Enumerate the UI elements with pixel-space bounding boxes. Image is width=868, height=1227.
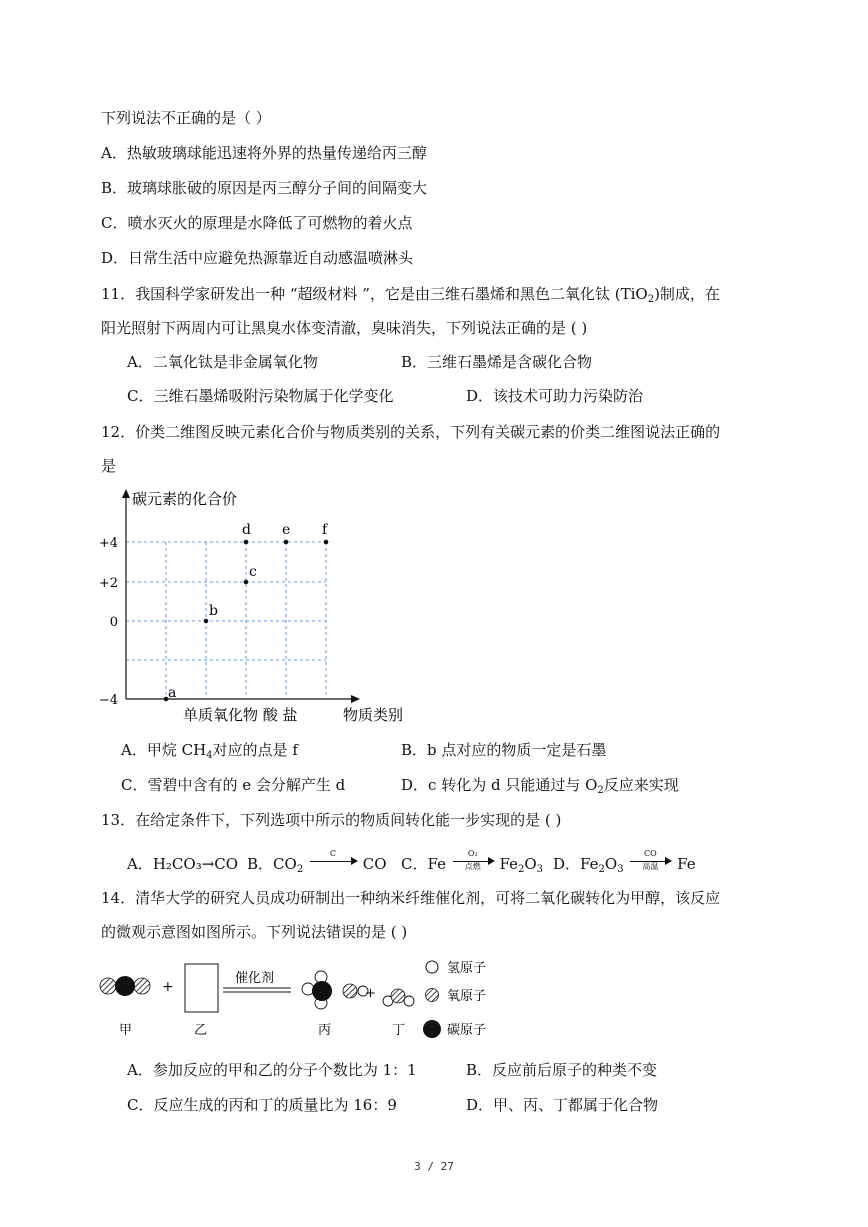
q11-option-c: C．三维石墨烯吸附污染物属于化学变化 (127, 387, 394, 405)
y-axis-label: 碳元素的化合价 (132, 490, 238, 508)
catalyst-label: 催化剂 (235, 971, 275, 986)
reaction-arrow-icon (453, 849, 493, 871)
q14-option-c: C．反应生成的丙和丁的质量比为 16：9 (127, 1096, 397, 1114)
carbon-atom-icon (423, 1020, 441, 1038)
q13-d-o: O (604, 855, 618, 873)
q12-a-pre: A．甲烷 CH (121, 741, 207, 759)
q10-option-a: A．热敏玻璃球能迅速将外界的热量传递给丙三醇 (101, 144, 427, 162)
q12-d-sub: 2 (597, 785, 604, 796)
q13-d-post: Fe (677, 855, 696, 873)
reaction-arrow-icon (630, 849, 670, 871)
data-point-e (284, 540, 289, 545)
q13-d-sub1: 2 (598, 864, 605, 875)
y-tick-label: −4 (98, 693, 118, 708)
q13-c-condition-top: O₂ (467, 849, 478, 858)
q13-c-condition-bottom: 点燃 (464, 862, 481, 871)
hydrogen-atom-icon (426, 961, 438, 973)
q13-b-condition: C (329, 849, 337, 858)
legend-hydrogen: 氢原子 (447, 961, 487, 976)
q10-option-d: D．日常生活中应避免热源靠近自动感温喷淋头 (101, 249, 414, 267)
q10-stem: 下列说法不正确的是（ ） (101, 109, 271, 127)
plus-sign-2: + (365, 986, 376, 1001)
q13-b-post: CO (362, 855, 387, 873)
q13-option-d (553, 849, 696, 880)
q13-c-post: Fe (499, 855, 518, 873)
q13-c-sub2: 3 (536, 864, 544, 875)
q10-option-b: B．玻璃球胀破的原因是丙三醇分子间的间隔变大 (101, 179, 428, 197)
data-label-b: b (209, 603, 218, 619)
label-yi: 乙 (194, 1023, 208, 1038)
q12-a-sub: 4 (206, 750, 213, 761)
x-axis-label: 物质类别 (343, 706, 404, 724)
y-axis-arrow-icon (122, 489, 130, 498)
q11-option-a: A．二氧化钛是非金属氧化物 (127, 353, 318, 371)
q12-option-b: B．b 点对应的物质一定是石墨 (401, 741, 607, 759)
q13-d-condition-bottom: 高温 (642, 862, 659, 871)
legend-carbon: 碳原子 (447, 1023, 487, 1038)
q12-stem-line2: 是 (101, 457, 117, 475)
q13-b-sub: 2 (296, 864, 304, 875)
data-point-d (244, 540, 249, 545)
data-label-e: e (282, 522, 291, 538)
q13-stem: 13．在给定条件下，下列选项中所示的物质间转化能一步实现的是 ( ) (101, 811, 562, 829)
q12-option-c: C．雪碧中含有的 e 会分解产生 d (121, 776, 346, 794)
plus-sign-1: + (162, 979, 174, 995)
water-molecule-icon (383, 989, 414, 1006)
label-jia: 甲 (119, 1023, 133, 1038)
q12-a-post: 对应的点是 f (212, 741, 298, 759)
q12-d-post: 反应来实现 (603, 776, 679, 794)
q13-d-pre: D．Fe (553, 855, 599, 873)
q14-stem-line2: 的微观示意图如图所示。下列说法错误的是 ( ) (101, 923, 408, 941)
q13-c-sub1: 2 (517, 864, 525, 875)
q13-c-o: O (524, 855, 537, 873)
x-axis-categories: 单质氧化物 酸 盐 (183, 706, 298, 724)
data-label-f: f (322, 522, 328, 538)
q11-stem-line1 (101, 284, 720, 310)
q14-option-d: D．甲、丙、丁都属于化合物 (466, 1096, 659, 1114)
q11-option-b: B．三维石墨烯是含碳化合物 (401, 353, 593, 371)
q13-option-a: A．H₂CO₃→CO (127, 855, 239, 873)
q14-option-b: B．反应前后原子的种类不变 (466, 1061, 658, 1079)
valence-class-chart (95, 484, 425, 729)
y-tick-label: 0 (109, 615, 118, 630)
q14-stem-line1: 14．清华大学的研究人员成功研制出一种纳米纤维催化剂，可将二氧化碳转化为甲醇，该反应 (101, 889, 721, 907)
data-label-a: a (168, 685, 177, 701)
q11-stem-part2: )制成，在 (654, 285, 720, 303)
data-point-c (244, 580, 249, 585)
oxygen-atom-icon (426, 989, 439, 1002)
q11-stem-line2: 阳光照射下两周内可让黑臭水体变清澈，臭味消失，下列说法正确的是 ( ) (101, 319, 588, 337)
co2-molecule-icon (100, 976, 150, 996)
label-bing: 丙 (318, 1023, 332, 1038)
q10-option-c: C．喷水灭火的原理是水降低了可燃物的着火点 (101, 214, 413, 232)
q13-d-sub2: 3 (617, 864, 624, 875)
q13-b-pre: B．CO (247, 855, 297, 873)
q13-c-pre: C．Fe (401, 855, 446, 873)
q13-option-c (401, 849, 544, 880)
q12-option-d (401, 775, 679, 801)
q14-option-a: A．参加反应的甲和乙的分子个数比为 1：1 (127, 1061, 417, 1079)
label-ding: 丁 (392, 1023, 406, 1038)
reaction-micro-diagram (95, 953, 515, 1053)
y-tick-label: +4 (98, 536, 118, 551)
q11-stem-sub: 2 (647, 294, 655, 305)
q13-option-b (247, 849, 387, 880)
unknown-molecule-box (185, 964, 218, 1012)
page-number: 3 / 27 (414, 1160, 454, 1173)
q12-stem-line1: 12．价类二维图反映元素化合价与物质类别的关系，下列有关碳元素的价类二维图说法正确的 (101, 423, 721, 441)
y-tick-label: +2 (98, 576, 118, 591)
q13-d-condition-top: CO (644, 849, 657, 858)
x-axis-arrow-icon (351, 695, 360, 703)
data-point-b (204, 619, 209, 624)
reaction-arrow-icon (310, 849, 356, 871)
q12-d-pre: D．c 转化为 d 只能通过与 O (401, 776, 598, 794)
q11-option-d: D．该技术可助力污染防治 (466, 387, 644, 405)
data-point-f (324, 540, 329, 545)
q12-option-a (121, 740, 298, 766)
methanol-molecule-icon (302, 971, 368, 1009)
data-label-c: c (249, 564, 257, 580)
data-label-d: d (242, 522, 251, 538)
legend-oxygen: 氧原子 (447, 989, 487, 1004)
q11-stem-part1: 11．我国科学家研发出一种 “超级材料 ”，它是由三维石墨烯和黑色二氧化钛 (TiO (101, 285, 648, 303)
